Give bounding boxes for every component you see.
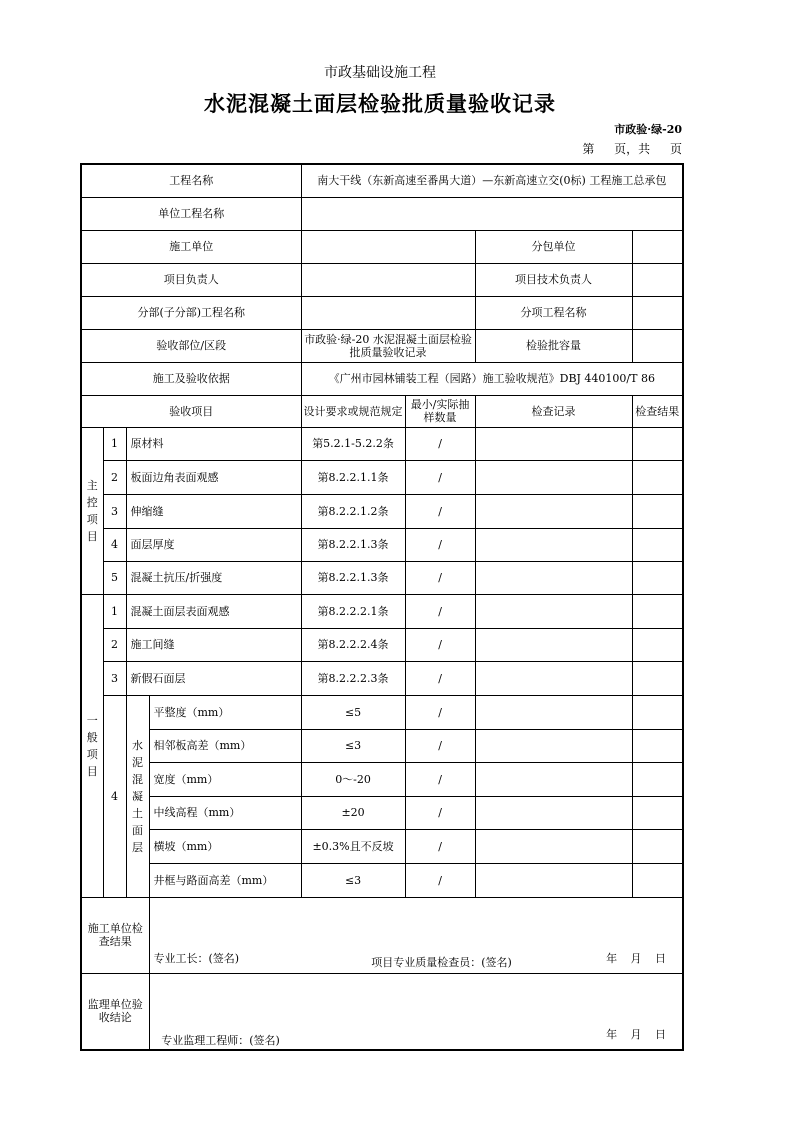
sub-item-name: 中线高程（mm）: [149, 796, 301, 829]
item-no: 2: [103, 460, 126, 494]
item-result: [632, 661, 683, 695]
item-record: [475, 661, 632, 695]
sub-item-record: [475, 829, 632, 863]
item-sample: /: [405, 460, 475, 494]
construction-unit-label: 施工单位: [81, 230, 301, 263]
table-row: [81, 863, 683, 897]
item-record: [475, 528, 632, 561]
sub-item-result: [632, 863, 683, 897]
table-row: [81, 594, 683, 628]
sub-division-label: 分部(子分部)工程名称: [81, 296, 301, 329]
basis-value: 《广州市园林铺装工程（园路）施工验收规范》DBJ 440100/T 86: [301, 362, 683, 395]
subcontract-value: [632, 230, 683, 263]
item-record: [475, 460, 632, 494]
info-row-construction: [81, 230, 683, 263]
table-row: [81, 729, 683, 762]
sub-item-label: 分项工程名称: [475, 296, 632, 329]
sub-item-value: [632, 296, 683, 329]
info-row-part: [81, 329, 683, 362]
item-spec: 第8.2.2.1.3条: [301, 528, 405, 561]
document-title: 水泥混凝土面层检验批质量验收记录: [204, 91, 556, 116]
batch-capacity-label: 检验批容量: [475, 329, 632, 362]
sub-item-name: 平整度（mm）: [149, 695, 301, 729]
item-name: 施工间缝: [126, 628, 301, 661]
sub-item-sample: /: [405, 762, 475, 796]
sub-item-no: 4: [103, 695, 126, 897]
sub-item-spec: ±0.3%且不反坡: [301, 829, 405, 863]
item-no: 2: [103, 628, 126, 661]
item-record: [475, 427, 632, 460]
sub-item-spec: ±20: [301, 796, 405, 829]
col-result-header: 检查结果: [632, 395, 683, 427]
item-record: [475, 494, 632, 528]
sub-item-result: [632, 729, 683, 762]
sub-item-name: 横坡（mm）: [149, 829, 301, 863]
item-spec: 第8.2.2.2.4条: [301, 628, 405, 661]
item-spec: 第8.2.2.1.2条: [301, 494, 405, 528]
basis-label: 施工及验收依据: [81, 362, 301, 395]
sub-item-name: 宽度（mm）: [149, 762, 301, 796]
inspection-part-value: 市政验·绿-20 水泥混凝土面层检验批质量验收记录: [301, 329, 475, 362]
sub-item-sample: /: [405, 796, 475, 829]
construction-signature-row: [81, 897, 683, 973]
engineer-signature: 专业监理工程师：(签名): [161, 1033, 280, 1047]
sub-item-spec: 0～-20: [301, 762, 405, 796]
construction-unit-value: [301, 230, 475, 263]
construction-check-label: 施工单位检查结果: [81, 897, 149, 973]
sub-item-result: [632, 829, 683, 863]
supervision-conclusion-label: 监理单位验收结论: [81, 973, 149, 1050]
item-sample: /: [405, 594, 475, 628]
item-sample: /: [405, 494, 475, 528]
item-name: 面层厚度: [126, 528, 301, 561]
batch-capacity-value: [632, 329, 683, 362]
sub-item-record: [475, 762, 632, 796]
item-result: [632, 594, 683, 628]
item-spec: 第8.2.2.2.3条: [301, 661, 405, 695]
item-spec: 第5.2.1-5.2.2条: [301, 427, 405, 460]
item-result: [632, 460, 683, 494]
item-result: [632, 528, 683, 561]
item-record: [475, 561, 632, 594]
item-spec: 第8.2.2.2.1条: [301, 594, 405, 628]
table-row: [81, 762, 683, 796]
sub-item-sample: /: [405, 695, 475, 729]
unit-project-label: 单位工程名称: [81, 197, 301, 230]
item-no: 1: [103, 427, 126, 460]
supervision-date: 年 月 日: [606, 1027, 667, 1041]
item-name: 原材料: [126, 427, 301, 460]
sub-item-result: [632, 695, 683, 729]
item-name: 新假石面层: [126, 661, 301, 695]
table-row: [81, 661, 683, 695]
supervision-signature-row: [81, 973, 683, 1050]
foreman-signature: 专业工长：(签名): [153, 951, 240, 965]
item-no: 3: [103, 661, 126, 695]
table-row: [81, 561, 683, 594]
col-item-header: 验收项目: [81, 395, 301, 427]
item-sample: /: [405, 427, 475, 460]
item-name: 混凝土抗压/折强度: [126, 561, 301, 594]
table-row: [81, 628, 683, 661]
document-subtitle: 市政基础设施工程: [324, 65, 436, 81]
sub-division-value: [301, 296, 475, 329]
item-result: [632, 494, 683, 528]
sub-item-spec: ≤5: [301, 695, 405, 729]
item-sample: /: [405, 528, 475, 561]
project-manager-label: 项目负责人: [81, 263, 301, 296]
construction-date: 年 月 日: [606, 951, 667, 965]
item-no: 4: [103, 528, 126, 561]
table-row: [81, 460, 683, 494]
item-result: [632, 561, 683, 594]
tech-manager-label: 项目技术负责人: [475, 263, 632, 296]
info-row-unit: [81, 197, 683, 230]
sub-group-label: 水泥混凝土面层: [126, 695, 149, 897]
sub-item-sample: /: [405, 829, 475, 863]
item-name: 混凝土面层表面观感: [126, 594, 301, 628]
sub-item-spec: ≤3: [301, 729, 405, 762]
item-result: [632, 427, 683, 460]
construction-signature-area: [149, 897, 683, 973]
item-sample: /: [405, 628, 475, 661]
item-name: 伸缩缝: [126, 494, 301, 528]
item-no: 3: [103, 494, 126, 528]
sub-item-sample: /: [405, 863, 475, 897]
item-result: [632, 628, 683, 661]
col-sample-header: 最小/实际抽样数量: [405, 395, 475, 427]
project-name-label: 工程名称: [81, 164, 301, 197]
unit-project-value: [301, 197, 683, 230]
sub-item-name: 相邻板高差（mm）: [149, 729, 301, 762]
sub-item-sample: /: [405, 729, 475, 762]
info-row-project: [81, 164, 683, 197]
sub-item-record: [475, 729, 632, 762]
table-row: [81, 427, 683, 460]
item-name: 板面边角表面观感: [126, 460, 301, 494]
sub-item-record: [475, 695, 632, 729]
supervision-signature-area: [149, 973, 683, 1050]
inspector-signature: 项目专业质量检查员：(签名): [371, 955, 512, 969]
item-spec: 第8.2.2.1.1条: [301, 460, 405, 494]
col-record-header: 检查记录: [475, 395, 632, 427]
col-design-header: 设计要求或规范规定: [301, 395, 405, 427]
sub-item-record: [475, 863, 632, 897]
general-group-label: 一般项目: [81, 594, 103, 897]
sub-item-result: [632, 796, 683, 829]
form-code: 市政验·绿-20: [614, 123, 682, 136]
inspection-form: [80, 163, 684, 1051]
table-row: [81, 528, 683, 561]
table-row: [81, 829, 683, 863]
inspection-part-label: 验收部位/区段: [81, 329, 301, 362]
table-row: [81, 796, 683, 829]
table-row: [81, 494, 683, 528]
tech-manager-value: [632, 263, 683, 296]
info-row-division: [81, 296, 683, 329]
info-row-managers: [81, 263, 683, 296]
table-row: [81, 695, 683, 729]
project-manager-value: [301, 263, 475, 296]
sub-item-spec: ≤3: [301, 863, 405, 897]
column-header-row: [81, 395, 683, 427]
item-sample: /: [405, 661, 475, 695]
item-record: [475, 594, 632, 628]
sub-item-name: 井框与路面高差（mm）: [149, 863, 301, 897]
project-name-value: 南大干线（东新高速至番禺大道）—东新高速立交(0标) 工程施工总承包: [301, 164, 683, 197]
sub-item-result: [632, 762, 683, 796]
sub-item-record: [475, 796, 632, 829]
page-info: 第 页，共 页: [582, 142, 682, 156]
item-sample: /: [405, 561, 475, 594]
subcontract-label: 分包单位: [475, 230, 632, 263]
item-no: 1: [103, 594, 126, 628]
item-spec: 第8.2.2.1.3条: [301, 561, 405, 594]
main-group-label: 主控项目: [81, 427, 103, 594]
item-record: [475, 628, 632, 661]
item-no: 5: [103, 561, 126, 594]
info-row-basis: [81, 362, 683, 395]
